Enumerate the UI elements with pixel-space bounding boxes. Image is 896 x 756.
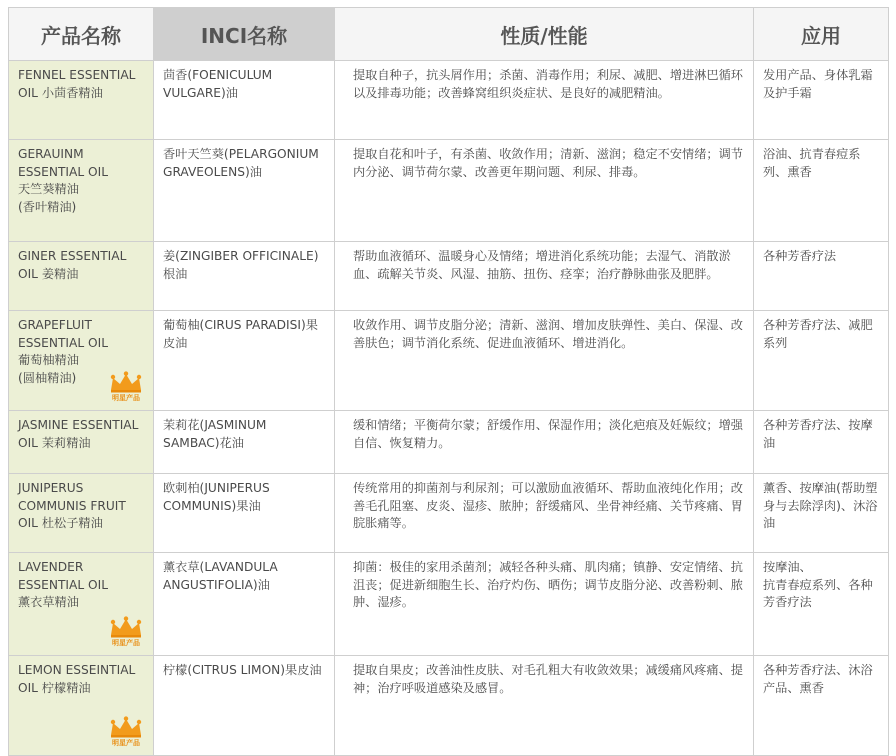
application-cell: 发用产品、身体乳霜及护手霜 — [754, 61, 889, 140]
product-name: GRAPEFLUIT ESSENTIAL OIL 葡萄柚精油 (圆柚精油) — [18, 318, 109, 385]
header-row — [9, 8, 889, 61]
table-row — [9, 61, 889, 140]
properties-cell: 抑菌：极佳的家用杀菌剂；减轻各种头痛、肌肉痛；镇静、安定情绪、抗沮丧；促进新细胞生长、治疗灼伤、晒伤；调节皮脂分泌、改善粉刺、脓肿、湿疹。 — [335, 553, 754, 656]
star-product-label: 明星产品 — [112, 739, 140, 747]
product-name-cell — [9, 656, 154, 756]
star-product-crown-icon — [108, 716, 144, 746]
properties-cell: 帮助血液循环、温暖身心及情绪；增进消化系统功能；去湿气、消散淤血、疏解关节炎、风湿、抽筋、扭伤、痉挛；治疗静脉曲张及肥胖。 — [335, 242, 754, 311]
product-name-cell — [9, 242, 154, 311]
properties-cell: 提取自果皮；改善油性皮肤、对毛孔粗大有收敛效果；减缓痛风疼痛、提神；治疗呼吸道感染及感冒。 — [335, 656, 754, 756]
table-row — [9, 242, 889, 311]
properties-cell: 收敛作用、调节皮脂分泌；清新、滋润、增加皮肤弹性、美白、保湿、改善肤色；调节消化系统、促进血液循环、增进消化。 — [335, 311, 754, 411]
header-inci-name: INCI名称 — [154, 8, 335, 61]
inci-name-cell: 薰衣草(LAVANDULA ANGUSTIFOLIA)油 — [154, 553, 335, 656]
product-name-cell — [9, 61, 154, 140]
product-name-cell — [9, 140, 154, 242]
inci-name-cell: 姜(ZINGIBER OFFICINALE)根油 — [154, 242, 335, 311]
product-name-cell — [9, 553, 154, 656]
product-name: JUNIPERUS COMMUNIS FRUIT OIL 杜松子精油 — [18, 481, 126, 530]
inci-name-cell: 葡萄柚(CIRUS PARADISI)果皮油 — [154, 311, 335, 411]
application-cell: 各种芳香疗法 — [754, 242, 889, 311]
table-row — [9, 411, 889, 474]
inci-name-cell: 香叶天竺葵(PELARGONIUM GRAVEOLENS)油 — [154, 140, 335, 242]
table-body — [9, 61, 889, 756]
essential-oil-table — [8, 7, 889, 756]
product-name-cell — [9, 474, 154, 553]
star-product-label: 明星产品 — [112, 639, 140, 647]
header-application: 应用 — [754, 8, 889, 61]
product-name: GERAUINM ESSENTIAL OIL 天竺葵精油 (香叶精油) — [18, 147, 109, 214]
application-cell: 薰香、按摩油(帮助塑身与去除浮肉)、沐浴油 — [754, 474, 889, 553]
product-name: FENNEL ESSENTIAL OIL 小茴香精油 — [18, 68, 136, 100]
inci-name-cell: 柠檬(CITRUS LIMON)果皮油 — [154, 656, 335, 756]
table-row — [9, 311, 889, 411]
product-name: GINER ESSENTIAL OIL 姜精油 — [18, 249, 127, 281]
table-row — [9, 474, 889, 553]
product-name: LAVENDER ESSENTIAL OIL 薰衣草精油 — [18, 560, 109, 609]
properties-cell: 传统常用的抑菌剂与利尿剂；可以激励血液循环、帮助血液纯化作用；改善毛孔阻塞、皮炎、湿疹、脓肿；舒缓痛风、坐骨神经痛、关节疼痛、胃脘胀痛等。 — [335, 474, 754, 553]
table-row — [9, 553, 889, 656]
product-name: JASMINE ESSENTIAL OIL 茉莉精油 — [18, 418, 139, 450]
inci-name-cell: 茉莉花(JASMINUM SAMBAC)花油 — [154, 411, 335, 474]
inci-name-cell: 欧刺柏(JUNIPERUS COMMUNIS)果油 — [154, 474, 335, 553]
product-name-cell — [9, 311, 154, 411]
application-cell: 浴油、抗青春痘系列、熏香 — [754, 140, 889, 242]
star-product-crown-icon — [108, 616, 144, 646]
application-cell: 按摩油、 抗青春痘系列、各种芳香疗法 — [754, 553, 889, 656]
star-product-label: 明星产品 — [112, 394, 140, 402]
application-cell: 各种芳香疗法、减肥系列 — [754, 311, 889, 411]
header-product-name: 产品名称 — [9, 8, 154, 61]
header-properties: 性质/性能 — [335, 8, 754, 61]
inci-name-cell: 茴香(FOENICULUM VULGARE)油 — [154, 61, 335, 140]
properties-cell: 提取自种子，抗头屑作用；杀菌、消毒作用；利尿、减肥、增进淋巴循环以及排毒功能；改善蜂窝组织炎症状、是良好的减肥精油。 — [335, 61, 754, 140]
star-product-crown-icon — [108, 371, 144, 401]
application-cell: 各种芳香疗法、沐浴产品、熏香 — [754, 656, 889, 756]
properties-cell: 提取自花和叶子，有杀菌、收敛作用；清新、滋润；稳定不安情绪；调节内分泌、调节荷尔蒙、改善更年期问题、利尿、排毒。 — [335, 140, 754, 242]
table-row — [9, 656, 889, 756]
product-name-cell — [9, 411, 154, 474]
product-name: LEMON ESSEINTIAL OIL 柠檬精油 — [18, 663, 136, 695]
application-cell: 各种芳香疗法、按摩油 — [754, 411, 889, 474]
table-row — [9, 140, 889, 242]
properties-cell: 缓和情绪；平衡荷尔蒙；舒缓作用、保湿作用；淡化疤痕及妊娠纹；增强自信、恢复精力。 — [335, 411, 754, 474]
